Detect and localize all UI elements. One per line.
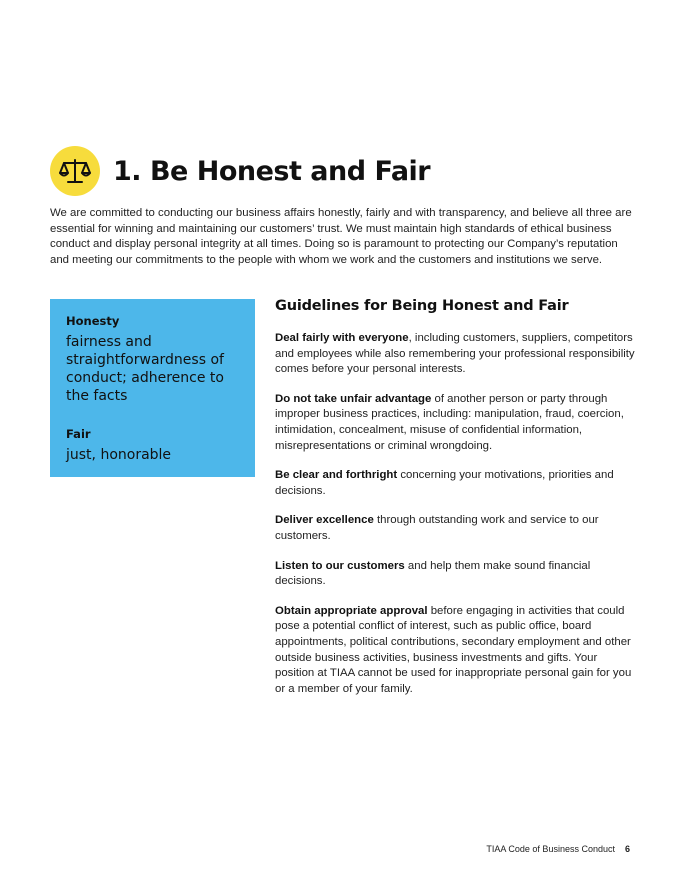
guideline-text: and help them make sound financial decisions. <box>275 559 591 588</box>
definition-text-fair: just, honorable <box>66 447 172 463</box>
definitions-box <box>50 299 255 477</box>
guideline-item <box>275 331 635 378</box>
guideline-text: before engaging in activities that could pose a potential conflict of interest, such as public office, board appointments, political contributions, secondary employment and other outside business activities, business investments and gifts. Your position at TIAA cannot be used for inappropriate personal gain for you or a member of your family. <box>275 604 632 695</box>
guideline-lead: Do not take unfair advantage <box>275 392 432 405</box>
page-title: 1. Be Honest and Fair <box>113 155 431 187</box>
guideline-text: , including customers, suppliers, competitors and employees while also remembering your professional responsibility comes before your personal interests. <box>275 332 635 376</box>
guideline-item <box>275 604 635 698</box>
guideline-item <box>275 392 635 454</box>
definition-text-honesty: fairness and straightforwardness of conduct; adherence to the facts <box>66 334 224 404</box>
page-number: 6 <box>624 844 630 854</box>
guideline-text: concerning your motivations, priorities and decisions. <box>275 469 614 497</box>
guidelines-heading: Guidelines for Being Honest and Fair <box>275 298 569 314</box>
guideline-lead: Obtain appropriate approval <box>275 604 428 617</box>
guideline-lead: Deal fairly with everyone <box>275 332 409 344</box>
guideline-lead: Listen to our customers <box>275 559 405 572</box>
guidelines-section <box>275 298 635 711</box>
guideline-lead: Deliver excellence <box>275 514 374 527</box>
section-header <box>50 146 430 196</box>
footer-doc-title: TIAA Code of Business Conduct <box>486 844 615 854</box>
guideline-lead: Be clear and forthright <box>275 469 398 482</box>
definition-term-honesty: Honesty <box>66 314 120 328</box>
guideline-text: through outstanding work and service to our customers. <box>275 514 599 542</box>
guideline-item <box>275 468 635 499</box>
guideline-text: of another person or party through improper business practices, including: manipulation, fraud, coercion, intimidation, concealment, misuse of confidential information, misrepresentations or criminal wrongdoing. <box>275 392 624 452</box>
definition-term-fair: Fair <box>66 427 91 441</box>
guideline-item <box>275 559 635 590</box>
scales-icon-badge <box>50 146 100 196</box>
page-footer <box>486 844 630 854</box>
guideline-item <box>275 513 635 544</box>
scales-icon <box>58 157 92 185</box>
intro-paragraph: We are committed to conducting our business affairs honestly, fairly and with transparency, and believe all three are essential for winning and maintaining our customers’ trust. We must maintain high standards of ethical business conduct and display personal integrity at all times. Doing so is paramount to protecting our Company’s reputation and meeting our commitments to the people with whom we work and the customers and institutions we serve. <box>50 207 632 266</box>
